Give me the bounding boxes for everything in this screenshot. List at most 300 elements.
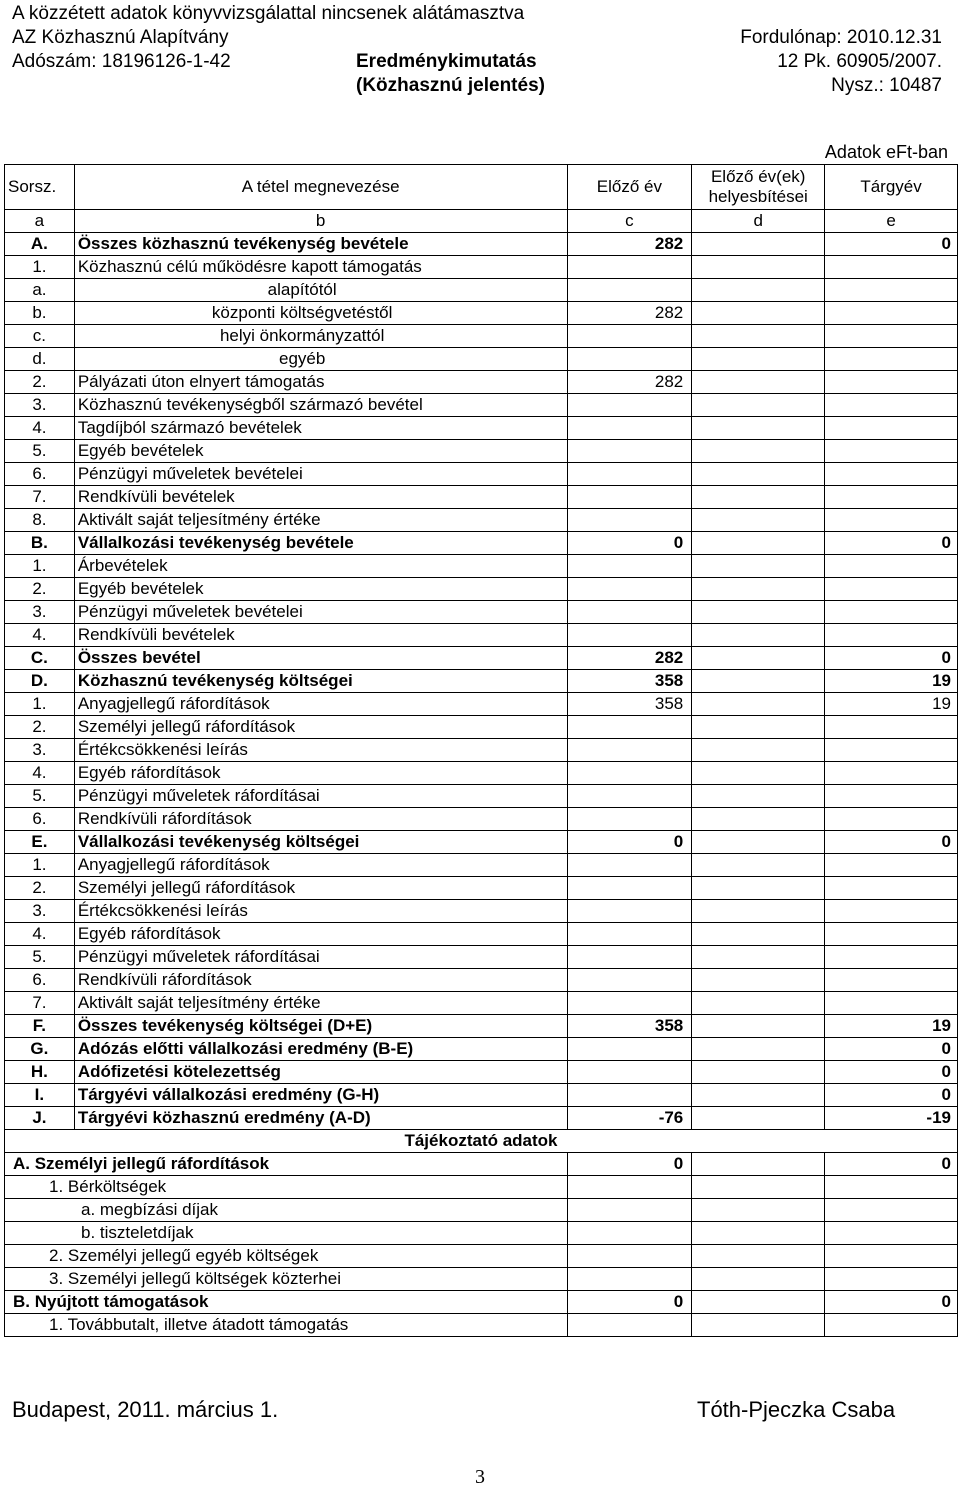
prev-year-value — [567, 256, 692, 279]
current-year-value — [825, 716, 958, 739]
info-row-label: a. megbízási díjak — [5, 1199, 568, 1222]
row-number: 3. — [5, 900, 75, 923]
row-number: J. — [5, 1107, 75, 1130]
table-row — [5, 739, 958, 762]
row-number: 3. — [5, 601, 75, 624]
prev-year-value: 0 — [567, 532, 692, 555]
correction-value — [692, 1015, 825, 1038]
current-year-value — [825, 601, 958, 624]
prev-year-value — [567, 279, 692, 302]
column-letter-row — [5, 210, 958, 233]
current-year-value — [825, 923, 958, 946]
correction-value — [692, 532, 825, 555]
table-row — [5, 302, 958, 325]
table-row — [5, 417, 958, 440]
row-label: Személyi jellegű ráfordítások — [74, 877, 567, 900]
current-year-value: 0 — [825, 1084, 958, 1107]
row-number: 4. — [5, 762, 75, 785]
correction-value — [692, 1084, 825, 1107]
prev-year-value — [567, 877, 692, 900]
prev-year-value — [567, 348, 692, 371]
income-statement-table — [4, 164, 958, 1337]
prev-year-value — [567, 578, 692, 601]
info-row-label: 1. Bérköltségek — [5, 1176, 568, 1199]
info-current-year-value — [825, 1222, 958, 1245]
correction-value — [692, 371, 825, 394]
signer-name: Tóth-Pjeczka Csaba — [697, 1397, 896, 1422]
current-year-value — [825, 555, 958, 578]
correction-value — [692, 831, 825, 854]
current-year-value — [825, 785, 958, 808]
row-label: Anyagjellegű ráfordítások — [74, 693, 567, 716]
current-year-value — [825, 325, 958, 348]
current-year-value: 0 — [825, 647, 958, 670]
prev-year-value: 0 — [567, 831, 692, 854]
row-number: 7. — [5, 992, 75, 1015]
court-ref: 12 Pk. 60905/2007. — [777, 51, 942, 72]
info-correction-cell — [692, 1176, 825, 1199]
info-row — [5, 1268, 958, 1291]
correction-value — [692, 509, 825, 532]
correction-value — [692, 578, 825, 601]
table-row — [5, 601, 958, 624]
table-row — [5, 486, 958, 509]
col-letter: e — [825, 210, 958, 233]
col-header-current: Tárgyév — [825, 165, 958, 210]
row-label: központi költségvetéstől — [74, 302, 567, 325]
prev-year-value — [567, 601, 692, 624]
row-number: c. — [5, 325, 75, 348]
prev-year-value: 282 — [567, 371, 692, 394]
current-year-value — [825, 624, 958, 647]
row-number: 7. — [5, 486, 75, 509]
info-row — [5, 1176, 958, 1199]
current-year-value — [825, 348, 958, 371]
row-number: 4. — [5, 624, 75, 647]
row-label: Rendkívüli bevételek — [74, 486, 567, 509]
prev-year-value — [567, 739, 692, 762]
row-label: Értékcsökkenési leírás — [74, 900, 567, 923]
prev-year-value — [567, 900, 692, 923]
prev-year-value: -76 — [567, 1107, 692, 1130]
row-label: Aktivált saját teljesítmény értéke — [74, 992, 567, 1015]
col-header-prev-corr — [692, 165, 825, 210]
prev-year-value — [567, 624, 692, 647]
row-label: Tagdíjból származó bevételek — [74, 417, 567, 440]
correction-value — [692, 716, 825, 739]
row-label: Összes tevékenység költségei (D+E) — [74, 1015, 567, 1038]
table-row — [5, 693, 958, 716]
correction-value — [692, 1061, 825, 1084]
table-row — [5, 325, 958, 348]
current-year-value — [825, 946, 958, 969]
correction-value — [692, 808, 825, 831]
info-row-label: 1. Továbbutalt, illetve átadott támogatás — [5, 1314, 568, 1337]
col-letter: c — [567, 210, 692, 233]
current-year-value: 19 — [825, 670, 958, 693]
info-row-label: b. tiszteletdíjak — [5, 1222, 568, 1245]
prev-year-value: 282 — [567, 647, 692, 670]
info-row-label: 3. Személyi jellegű költségek közterhei — [5, 1268, 568, 1291]
info-current-year-value — [825, 1268, 958, 1291]
info-prev-year-value — [567, 1176, 692, 1199]
prev-year-value — [567, 1038, 692, 1061]
current-year-value: -19 — [825, 1107, 958, 1130]
correction-value — [692, 440, 825, 463]
row-label: Tárgyévi vállalkozási eredmény (G-H) — [74, 1084, 567, 1107]
correction-value — [692, 900, 825, 923]
row-label: Vállalkozási tevékenység bevétele — [74, 532, 567, 555]
info-prev-year-value — [567, 1199, 692, 1222]
row-label: Közhasznú tevékenység költségei — [74, 670, 567, 693]
prev-year-value — [567, 785, 692, 808]
info-correction-cell — [692, 1314, 825, 1337]
table-row — [5, 670, 958, 693]
col-letter: d — [692, 210, 825, 233]
table-header-row — [5, 165, 958, 210]
info-row — [5, 1314, 958, 1337]
row-label: Anyagjellegű ráfordítások — [74, 854, 567, 877]
info-prev-year-value — [567, 1222, 692, 1245]
row-label: Összes közhasznú tevékenység bevétele — [74, 233, 567, 256]
table-row — [5, 785, 958, 808]
correction-value — [692, 647, 825, 670]
row-label: Pályázati úton elnyert támogatás — [74, 371, 567, 394]
correction-value — [692, 923, 825, 946]
row-number: G. — [5, 1038, 75, 1061]
row-number: 5. — [5, 946, 75, 969]
correction-value — [692, 302, 825, 325]
row-number: 2. — [5, 877, 75, 900]
table-row — [5, 279, 958, 302]
info-row-label: 2. Személyi jellegű egyéb költségek — [5, 1245, 568, 1268]
row-number: 1. — [5, 555, 75, 578]
correction-value — [692, 325, 825, 348]
info-current-year-value — [825, 1245, 958, 1268]
registry-number: Nysz.: 10487 — [831, 75, 942, 96]
current-year-value — [825, 371, 958, 394]
current-year-value — [825, 509, 958, 532]
current-year-value: 0 — [825, 532, 958, 555]
info-current-year-value: 0 — [825, 1291, 958, 1314]
current-year-value — [825, 992, 958, 1015]
row-number: 4. — [5, 417, 75, 440]
prev-year-value — [567, 486, 692, 509]
row-label: Pénzügyi műveletek ráfordításai — [74, 946, 567, 969]
correction-value — [692, 601, 825, 624]
row-label: Vállalkozási tevékenység költségei — [74, 831, 567, 854]
prev-year-value: 358 — [567, 693, 692, 716]
row-number: d. — [5, 348, 75, 371]
info-prev-year-value — [567, 1314, 692, 1337]
info-correction-cell — [692, 1245, 825, 1268]
prev-year-value — [567, 509, 692, 532]
table-row — [5, 348, 958, 371]
row-number: 1. — [5, 256, 75, 279]
correction-value — [692, 394, 825, 417]
correction-value — [692, 969, 825, 992]
col-header-prev-corr-line1: Előző év(ek) — [710, 167, 806, 186]
notice: A közzétett adatok könyvvizsgálattal nincsenek alátámasztva — [12, 3, 525, 24]
current-year-value — [825, 877, 958, 900]
current-year-value: 19 — [825, 1015, 958, 1038]
correction-value — [692, 233, 825, 256]
prev-year-value — [567, 969, 692, 992]
row-label: alapítótól — [74, 279, 567, 302]
correction-value — [692, 785, 825, 808]
correction-value — [692, 693, 825, 716]
prev-year-value — [567, 992, 692, 1015]
col-header-prev: Előző év — [567, 165, 692, 210]
prev-year-value: 282 — [567, 233, 692, 256]
row-number: 2. — [5, 371, 75, 394]
row-number: C. — [5, 647, 75, 670]
prev-year-value: 358 — [567, 670, 692, 693]
prev-year-value: 282 — [567, 302, 692, 325]
doc-subtitle: (Közhasznú jelentés) — [356, 75, 545, 96]
row-label: Pénzügyi műveletek bevételei — [74, 601, 567, 624]
row-number: 5. — [5, 440, 75, 463]
correction-value — [692, 256, 825, 279]
info-row — [5, 1153, 958, 1176]
correction-value — [692, 348, 825, 371]
prev-year-value — [567, 463, 692, 486]
correction-value — [692, 486, 825, 509]
current-year-value — [825, 256, 958, 279]
row-number: 1. — [5, 854, 75, 877]
row-number: 5. — [5, 785, 75, 808]
row-label: Értékcsökkenési leírás — [74, 739, 567, 762]
col-letter: a — [5, 210, 75, 233]
current-year-value — [825, 417, 958, 440]
row-number: F. — [5, 1015, 75, 1038]
row-label: Közhasznú célú működésre kapott támogatás — [74, 256, 567, 279]
prev-year-value — [567, 854, 692, 877]
table-row — [5, 256, 958, 279]
info-row — [5, 1199, 958, 1222]
row-number: 3. — [5, 394, 75, 417]
info-row — [5, 1245, 958, 1268]
prev-year-value — [567, 440, 692, 463]
table-row — [5, 923, 958, 946]
row-number: I. — [5, 1084, 75, 1107]
correction-value — [692, 279, 825, 302]
info-row-label: B. Nyújtott támogatások — [5, 1291, 568, 1314]
table-row — [5, 532, 958, 555]
info-current-year-value — [825, 1176, 958, 1199]
row-label: Rendkívüli bevételek — [74, 624, 567, 647]
correction-value — [692, 1038, 825, 1061]
info-correction-cell — [692, 1268, 825, 1291]
doc-title: Eredménykimutatás — [356, 51, 537, 72]
current-year-value — [825, 762, 958, 785]
row-label: Rendkívüli ráfordítások — [74, 969, 567, 992]
table-row — [5, 555, 958, 578]
correction-value — [692, 877, 825, 900]
col-header-sorsz: Sorsz. — [5, 165, 75, 210]
table-row — [5, 463, 958, 486]
place-date: Budapest, 2011. március 1. — [12, 1397, 279, 1422]
row-label: Árbevételek — [74, 555, 567, 578]
info-correction-cell — [692, 1153, 825, 1176]
info-prev-year-value — [567, 1245, 692, 1268]
col-header-prev-corr-line2: helyesbítései — [708, 187, 808, 206]
prev-year-value — [567, 808, 692, 831]
row-label: Összes bevétel — [74, 647, 567, 670]
info-section-title: Tájékoztató adatok — [5, 1130, 958, 1153]
info-current-year-value: 0 — [825, 1153, 958, 1176]
prev-year-value — [567, 325, 692, 348]
table-row — [5, 647, 958, 670]
current-year-value: 0 — [825, 831, 958, 854]
current-year-value — [825, 578, 958, 601]
prev-year-value — [567, 1061, 692, 1084]
info-correction-cell — [692, 1222, 825, 1245]
row-number: 6. — [5, 808, 75, 831]
row-label: Egyéb ráfordítások — [74, 923, 567, 946]
current-year-value — [825, 900, 958, 923]
tax-id: Adószám: 18196126-1-42 — [12, 51, 231, 72]
table-row — [5, 1061, 958, 1084]
correction-value — [692, 555, 825, 578]
table-row — [5, 1038, 958, 1061]
info-correction-cell — [692, 1291, 825, 1314]
row-number: 2. — [5, 716, 75, 739]
info-row — [5, 1291, 958, 1314]
info-current-year-value — [825, 1199, 958, 1222]
current-year-value: 19 — [825, 693, 958, 716]
table-row — [5, 992, 958, 1015]
table-row — [5, 233, 958, 256]
correction-value — [692, 1107, 825, 1130]
info-section-row — [5, 1130, 958, 1153]
current-year-value: 0 — [825, 233, 958, 256]
row-number: 8. — [5, 509, 75, 532]
row-number: 1. — [5, 693, 75, 716]
current-year-value — [825, 739, 958, 762]
table-row — [5, 624, 958, 647]
table-row — [5, 578, 958, 601]
current-year-value: 0 — [825, 1061, 958, 1084]
correction-value — [692, 946, 825, 969]
row-label: Egyéb bevételek — [74, 578, 567, 601]
col-letter: b — [74, 210, 567, 233]
unit-note: Adatok eFt-ban — [824, 142, 948, 162]
current-year-value — [825, 279, 958, 302]
row-label: helyi önkormányzattól — [74, 325, 567, 348]
row-label: Pénzügyi műveletek bevételei — [74, 463, 567, 486]
info-prev-year-value — [567, 1268, 692, 1291]
row-label: Aktivált saját teljesítmény értéke — [74, 509, 567, 532]
info-prev-year-value: 0 — [567, 1153, 692, 1176]
correction-value — [692, 670, 825, 693]
table-row — [5, 440, 958, 463]
row-number: b. — [5, 302, 75, 325]
prev-year-value — [567, 762, 692, 785]
prev-year-value — [567, 555, 692, 578]
info-prev-year-value: 0 — [567, 1291, 692, 1314]
row-label: Tárgyévi közhasznú eredmény (A-D) — [74, 1107, 567, 1130]
correction-value — [692, 762, 825, 785]
current-year-value: 0 — [825, 1038, 958, 1061]
current-year-value — [825, 394, 958, 417]
current-year-value — [825, 302, 958, 325]
org-name: AZ Közhasznú Alapítvány — [12, 27, 229, 48]
table-row — [5, 831, 958, 854]
row-label: Adózás előtti vállalkozási eredmény (B-E) — [74, 1038, 567, 1061]
table-row — [5, 1107, 958, 1130]
table-row — [5, 509, 958, 532]
info-row — [5, 1222, 958, 1245]
prev-year-value: 358 — [567, 1015, 692, 1038]
row-number: H. — [5, 1061, 75, 1084]
row-number: E. — [5, 831, 75, 854]
table-row — [5, 762, 958, 785]
col-header-name: A tétel megnevezése — [74, 165, 567, 210]
table-row — [5, 716, 958, 739]
table-row — [5, 1084, 958, 1107]
correction-value — [692, 624, 825, 647]
row-number: D. — [5, 670, 75, 693]
row-label: Rendkívüli ráfordítások — [74, 808, 567, 831]
current-year-value — [825, 486, 958, 509]
table-row — [5, 877, 958, 900]
row-number: 6. — [5, 463, 75, 486]
row-label: Egyéb ráfordítások — [74, 762, 567, 785]
row-number: 3. — [5, 739, 75, 762]
current-year-value — [825, 969, 958, 992]
prev-year-value — [567, 417, 692, 440]
info-row-label: A. Személyi jellegű ráfordítások — [5, 1153, 568, 1176]
prev-year-value — [567, 946, 692, 969]
row-label: Adófizetési kötelezettség — [74, 1061, 567, 1084]
correction-value — [692, 992, 825, 1015]
current-year-value — [825, 440, 958, 463]
table-row — [5, 1015, 958, 1038]
table-row — [5, 900, 958, 923]
info-correction-cell — [692, 1199, 825, 1222]
row-number: 6. — [5, 969, 75, 992]
correction-value — [692, 417, 825, 440]
page-number: 3 — [475, 1466, 485, 1488]
row-number: 2. — [5, 578, 75, 601]
info-current-year-value — [825, 1314, 958, 1337]
prev-year-value — [567, 716, 692, 739]
correction-value — [692, 463, 825, 486]
current-year-value — [825, 808, 958, 831]
prev-year-value — [567, 923, 692, 946]
current-year-value — [825, 463, 958, 486]
row-label: Pénzügyi műveletek ráfordításai — [74, 785, 567, 808]
table-row — [5, 969, 958, 992]
prev-year-value — [567, 1084, 692, 1107]
row-number: 4. — [5, 923, 75, 946]
row-label: Egyéb bevételek — [74, 440, 567, 463]
table-row — [5, 808, 958, 831]
table-row — [5, 854, 958, 877]
current-year-value — [825, 854, 958, 877]
correction-value — [692, 854, 825, 877]
row-label: Közhasznú tevékenységből származó bevétel — [74, 394, 567, 417]
row-number: a. — [5, 279, 75, 302]
row-number: A. — [5, 233, 75, 256]
row-label: Személyi jellegű ráfordítások — [74, 716, 567, 739]
table-row — [5, 394, 958, 417]
row-label: egyéb — [74, 348, 567, 371]
prev-year-value — [567, 394, 692, 417]
row-number: B. — [5, 532, 75, 555]
table-row — [5, 946, 958, 969]
